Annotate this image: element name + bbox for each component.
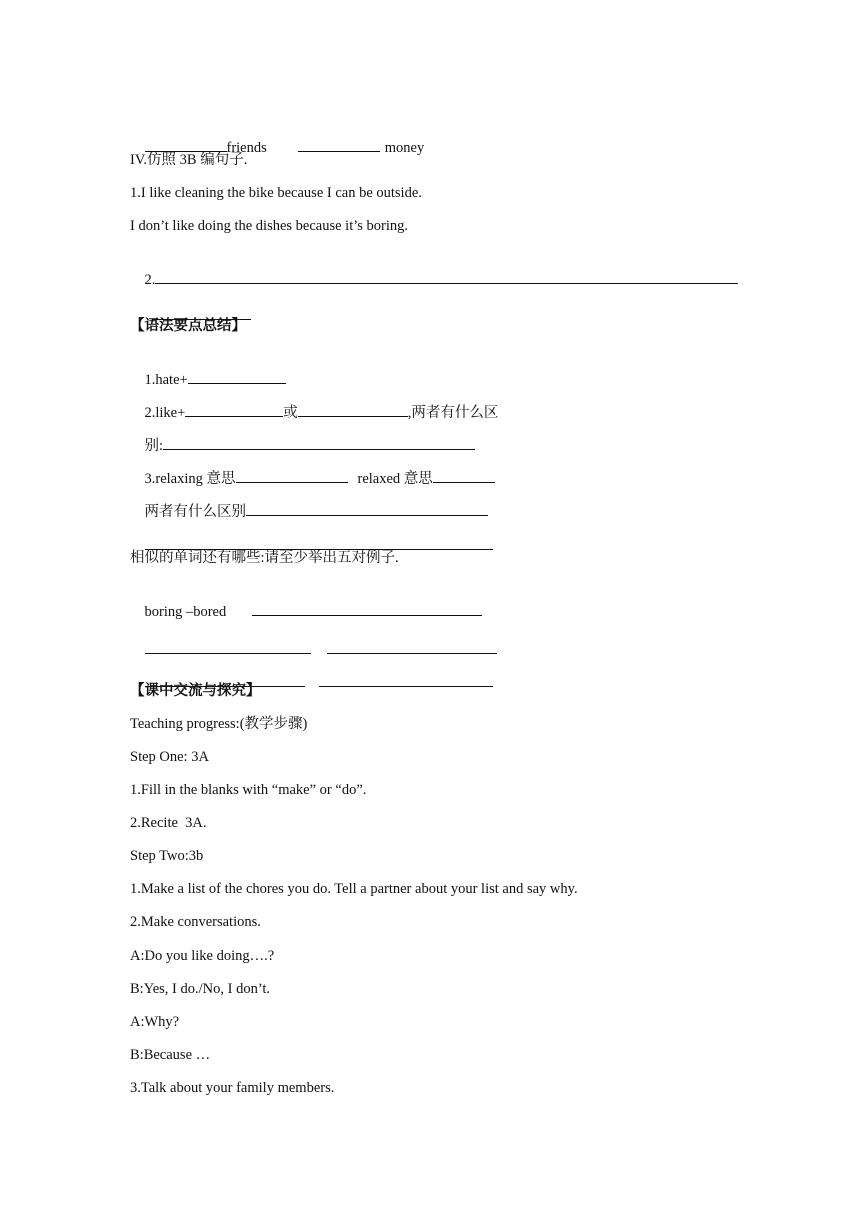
word-friends: friends — [226, 140, 267, 156]
dialogue-b2: B:Because … — [130, 1047, 211, 1063]
section-iv-title: IV.仿照 3B 编句子. — [130, 152, 248, 168]
word-money: money — [384, 140, 425, 156]
make-list-instruction: 1.Make a list of the chores you do. Tell a partner about your list and say why. — [130, 881, 578, 897]
dialogue-b1: B:Yes, I do./No, I don’t. — [130, 981, 271, 997]
recite-instruction: 2.Recite 3A. — [130, 815, 207, 831]
example-sentence-1: 1.I like cleaning the bike because I can be outside. — [130, 185, 422, 201]
answer-blank — [252, 601, 482, 616]
answer-blank — [246, 501, 488, 516]
relaxing-label: 3.relaxing 意思 — [144, 471, 236, 487]
make-conversations: 2.Make conversations. — [130, 914, 261, 930]
teaching-progress: Teaching progress:(教学步骤) — [130, 716, 308, 732]
relaxed-label: relaxed 意思 — [357, 471, 433, 487]
item-number: 2. — [144, 272, 156, 288]
example-sentence-2: I don’t like doing the dishes because it’s boring. — [130, 218, 409, 234]
class-heading: 【课中交流与探究】 — [130, 683, 261, 699]
grammar-heading: 【语法要点总结】 — [130, 318, 246, 334]
like-label: 2.like+ — [144, 405, 186, 421]
dialogue-a1: A:Do you like doing….? — [130, 948, 275, 964]
talk-family: 3.Talk about your family members. — [130, 1080, 335, 1096]
boring-bored-label: boring –bored — [144, 604, 227, 620]
step-two: Step Two:3b — [130, 848, 204, 864]
answer-blank — [319, 672, 493, 687]
answer-blank — [298, 137, 380, 152]
similar-words-line: 相似的单词还有哪些:请至少举出五对例子. — [130, 550, 399, 566]
hate-label: 1.hate+ — [144, 372, 188, 388]
difference-2-label: 两者有什么区别 — [144, 504, 246, 520]
step-one: Step One: 3A — [130, 749, 209, 765]
answer-blank — [155, 269, 738, 284]
or-label: 或 — [283, 405, 298, 421]
dialogue-a2: A:Why? — [130, 1014, 180, 1030]
difference-label: 别: — [144, 438, 164, 454]
fill-in-instruction: 1.Fill in the blanks with “make” or “do”. — [130, 782, 367, 798]
like-tail: ,两者有什么区 — [407, 405, 499, 421]
